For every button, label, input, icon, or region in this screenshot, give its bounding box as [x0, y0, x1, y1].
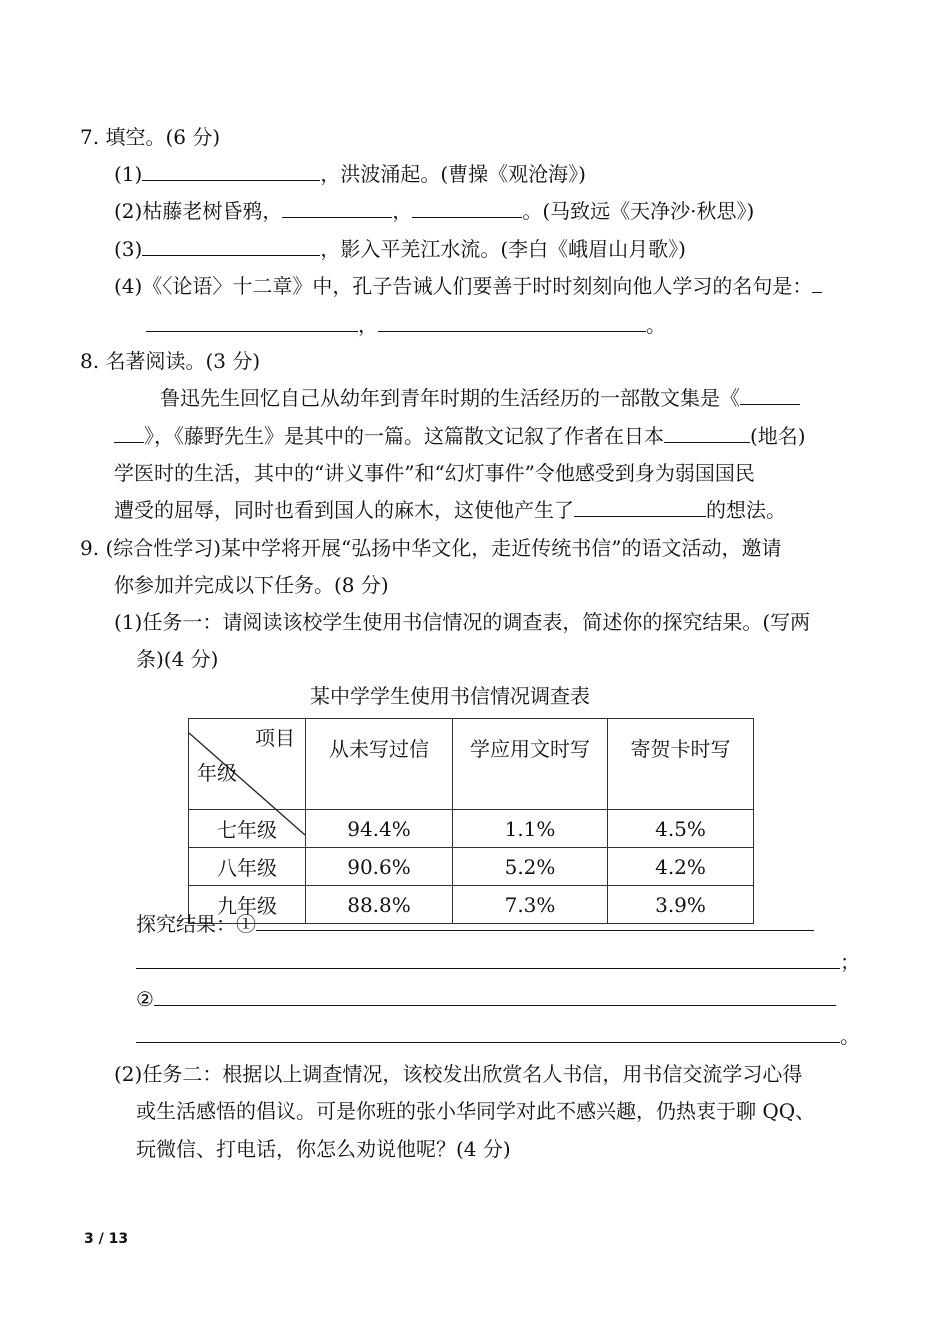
value-cell: 4.5% — [608, 810, 754, 848]
q9-task2-line-2: 或生活感悟的倡议。可是你班的张小华同学对此不感兴趣，仍热衷于聊 QQ、 — [136, 1099, 816, 1123]
result-line-1 — [136, 911, 814, 937]
grade-cell: 八年级 — [189, 848, 306, 886]
q8-line-1 — [160, 385, 800, 411]
q8-blank-book-a[interactable] — [740, 386, 800, 405]
q8-text-2a: 》，《藤野先生》是其中的一篇。这篇散文记叙了作者在日本 — [144, 424, 664, 448]
q7-blank-4b[interactable] — [378, 313, 646, 332]
q7-item-4-text: (4)《〈论语〉十二章》中，孔子告诫人们要善于时时刻刻向他人学习的名句是： — [114, 274, 813, 298]
header-cell: 寄贺卡时写 — [608, 719, 754, 810]
result-blank-1-cont[interactable] — [136, 950, 840, 969]
q7-item-2-source: 。(马致远《天净沙·秋思》) — [522, 199, 755, 223]
result-line-2 — [136, 949, 860, 975]
diag-label-item: 项目 — [255, 726, 295, 750]
q7-item-4 — [114, 273, 822, 299]
result-semicolon: ； — [840, 950, 860, 974]
q9-task2-line-1: (2)任务二：根据以上调查情况，该校发出欣赏名人书信，用书信交流学习心得 — [114, 1062, 803, 1086]
q8-text-4b: 的想法。 — [706, 498, 786, 522]
value-cell: 88.8% — [306, 886, 453, 924]
q7-blank-4a[interactable] — [146, 313, 358, 332]
q7-item-4-comma: ， — [358, 313, 378, 337]
q7-item-3 — [114, 236, 686, 262]
result-line-4 — [136, 1023, 860, 1049]
q8-line-4 — [114, 497, 786, 523]
q7-item-3-num: (3) — [114, 237, 143, 261]
header-cell: 从未写过信 — [306, 719, 453, 810]
q8-title: 8. 名著阅读。(3 分) — [80, 349, 261, 373]
diag-label-grade: 年级 — [197, 761, 237, 785]
q9-task2-line-3: 玩微信、打电话，你怎么劝说他呢？(4 分) — [136, 1137, 511, 1161]
q8-text-2b: (地名) — [750, 424, 806, 448]
q7-item-4-end: 。 — [646, 313, 666, 337]
grade-cell: 七年级 — [189, 810, 306, 848]
q9-task1-line-2: 条)(4 分) — [136, 647, 219, 671]
result-circle-2: ② — [136, 987, 154, 1011]
table-row — [189, 848, 754, 886]
result-blank-2-cont[interactable] — [136, 1024, 840, 1043]
value-cell: 4.2% — [608, 848, 754, 886]
q8-blank-book-b[interactable] — [114, 424, 144, 443]
survey-table — [188, 718, 754, 924]
q7-item-2 — [114, 198, 754, 224]
value-cell: 3.9% — [608, 886, 754, 924]
q7-blank-2a[interactable] — [282, 199, 392, 218]
result-period: 。 — [840, 1024, 860, 1048]
result-blank-1[interactable] — [256, 912, 814, 931]
q9-title-line-1: 9. (综合性学习)某中学将开展“弘扬中华文化，走近传统书信”的语文活动，邀请 — [80, 536, 782, 560]
q7-item-2-comma: ， — [392, 199, 413, 223]
q7-item-3-text: ，影入平羌江水流。(李白《峨眉山月歌》) — [320, 237, 686, 261]
result-line-3 — [136, 986, 836, 1012]
q9-task1-line-1: (1)任务一：请阅读该校学生使用书信情况的调查表，简述你的探究结果。(写两 — [114, 610, 811, 634]
q8-text-1: 鲁迅先生回忆自己从幼年到青年时期的生活经历的一部散文集是《 — [160, 386, 740, 410]
value-cell: 94.4% — [306, 810, 453, 848]
q7-blank-1[interactable] — [142, 162, 320, 181]
table-header-row — [189, 719, 754, 810]
q9-title-line-2: 你参加并完成以下任务。(8 分) — [114, 573, 389, 597]
q7-item-4-line2 — [146, 312, 666, 338]
result-label: 探究结果：① — [136, 912, 256, 936]
page-number: 3 / 13 — [84, 1231, 129, 1247]
q8-blank-idea[interactable] — [574, 498, 706, 517]
q7-item-1 — [114, 161, 586, 187]
q8-line-3: 学医时的生活，其中的“讲义事件”和“幻灯事件”令他感受到身为弱国国民 — [114, 461, 755, 485]
diagonal-header-cell — [189, 719, 306, 810]
header-cell: 学应用文时写 — [453, 719, 608, 810]
result-blank-2[interactable] — [154, 987, 836, 1006]
q7-item-2-text: (2)枯藤老树昏鸦， — [114, 199, 283, 223]
q7-title: 7. 填空。(6 分) — [80, 125, 221, 149]
value-cell: 5.2% — [453, 848, 608, 886]
q8-line-2 — [114, 423, 806, 449]
value-cell: 1.1% — [453, 810, 608, 848]
q7-item-1-text: ，洪波涌起。(曹操《观沧海》) — [320, 162, 586, 186]
q7-blank-2b[interactable] — [412, 199, 522, 218]
q8-text-4a: 遭受的屈辱，同时也看到国人的麻木，这使他产生了 — [114, 498, 574, 522]
value-cell: 90.6% — [306, 848, 453, 886]
q8-blank-place[interactable] — [664, 424, 750, 443]
grade-cell: 九年级 — [189, 886, 306, 924]
value-cell: 7.3% — [453, 886, 608, 924]
q7-blank-3[interactable] — [142, 237, 320, 256]
q7-blank-4-start[interactable] — [812, 274, 822, 293]
table-caption: 某中学学生使用书信情况调查表 — [310, 684, 590, 708]
q7-item-1-num: (1) — [114, 162, 143, 186]
